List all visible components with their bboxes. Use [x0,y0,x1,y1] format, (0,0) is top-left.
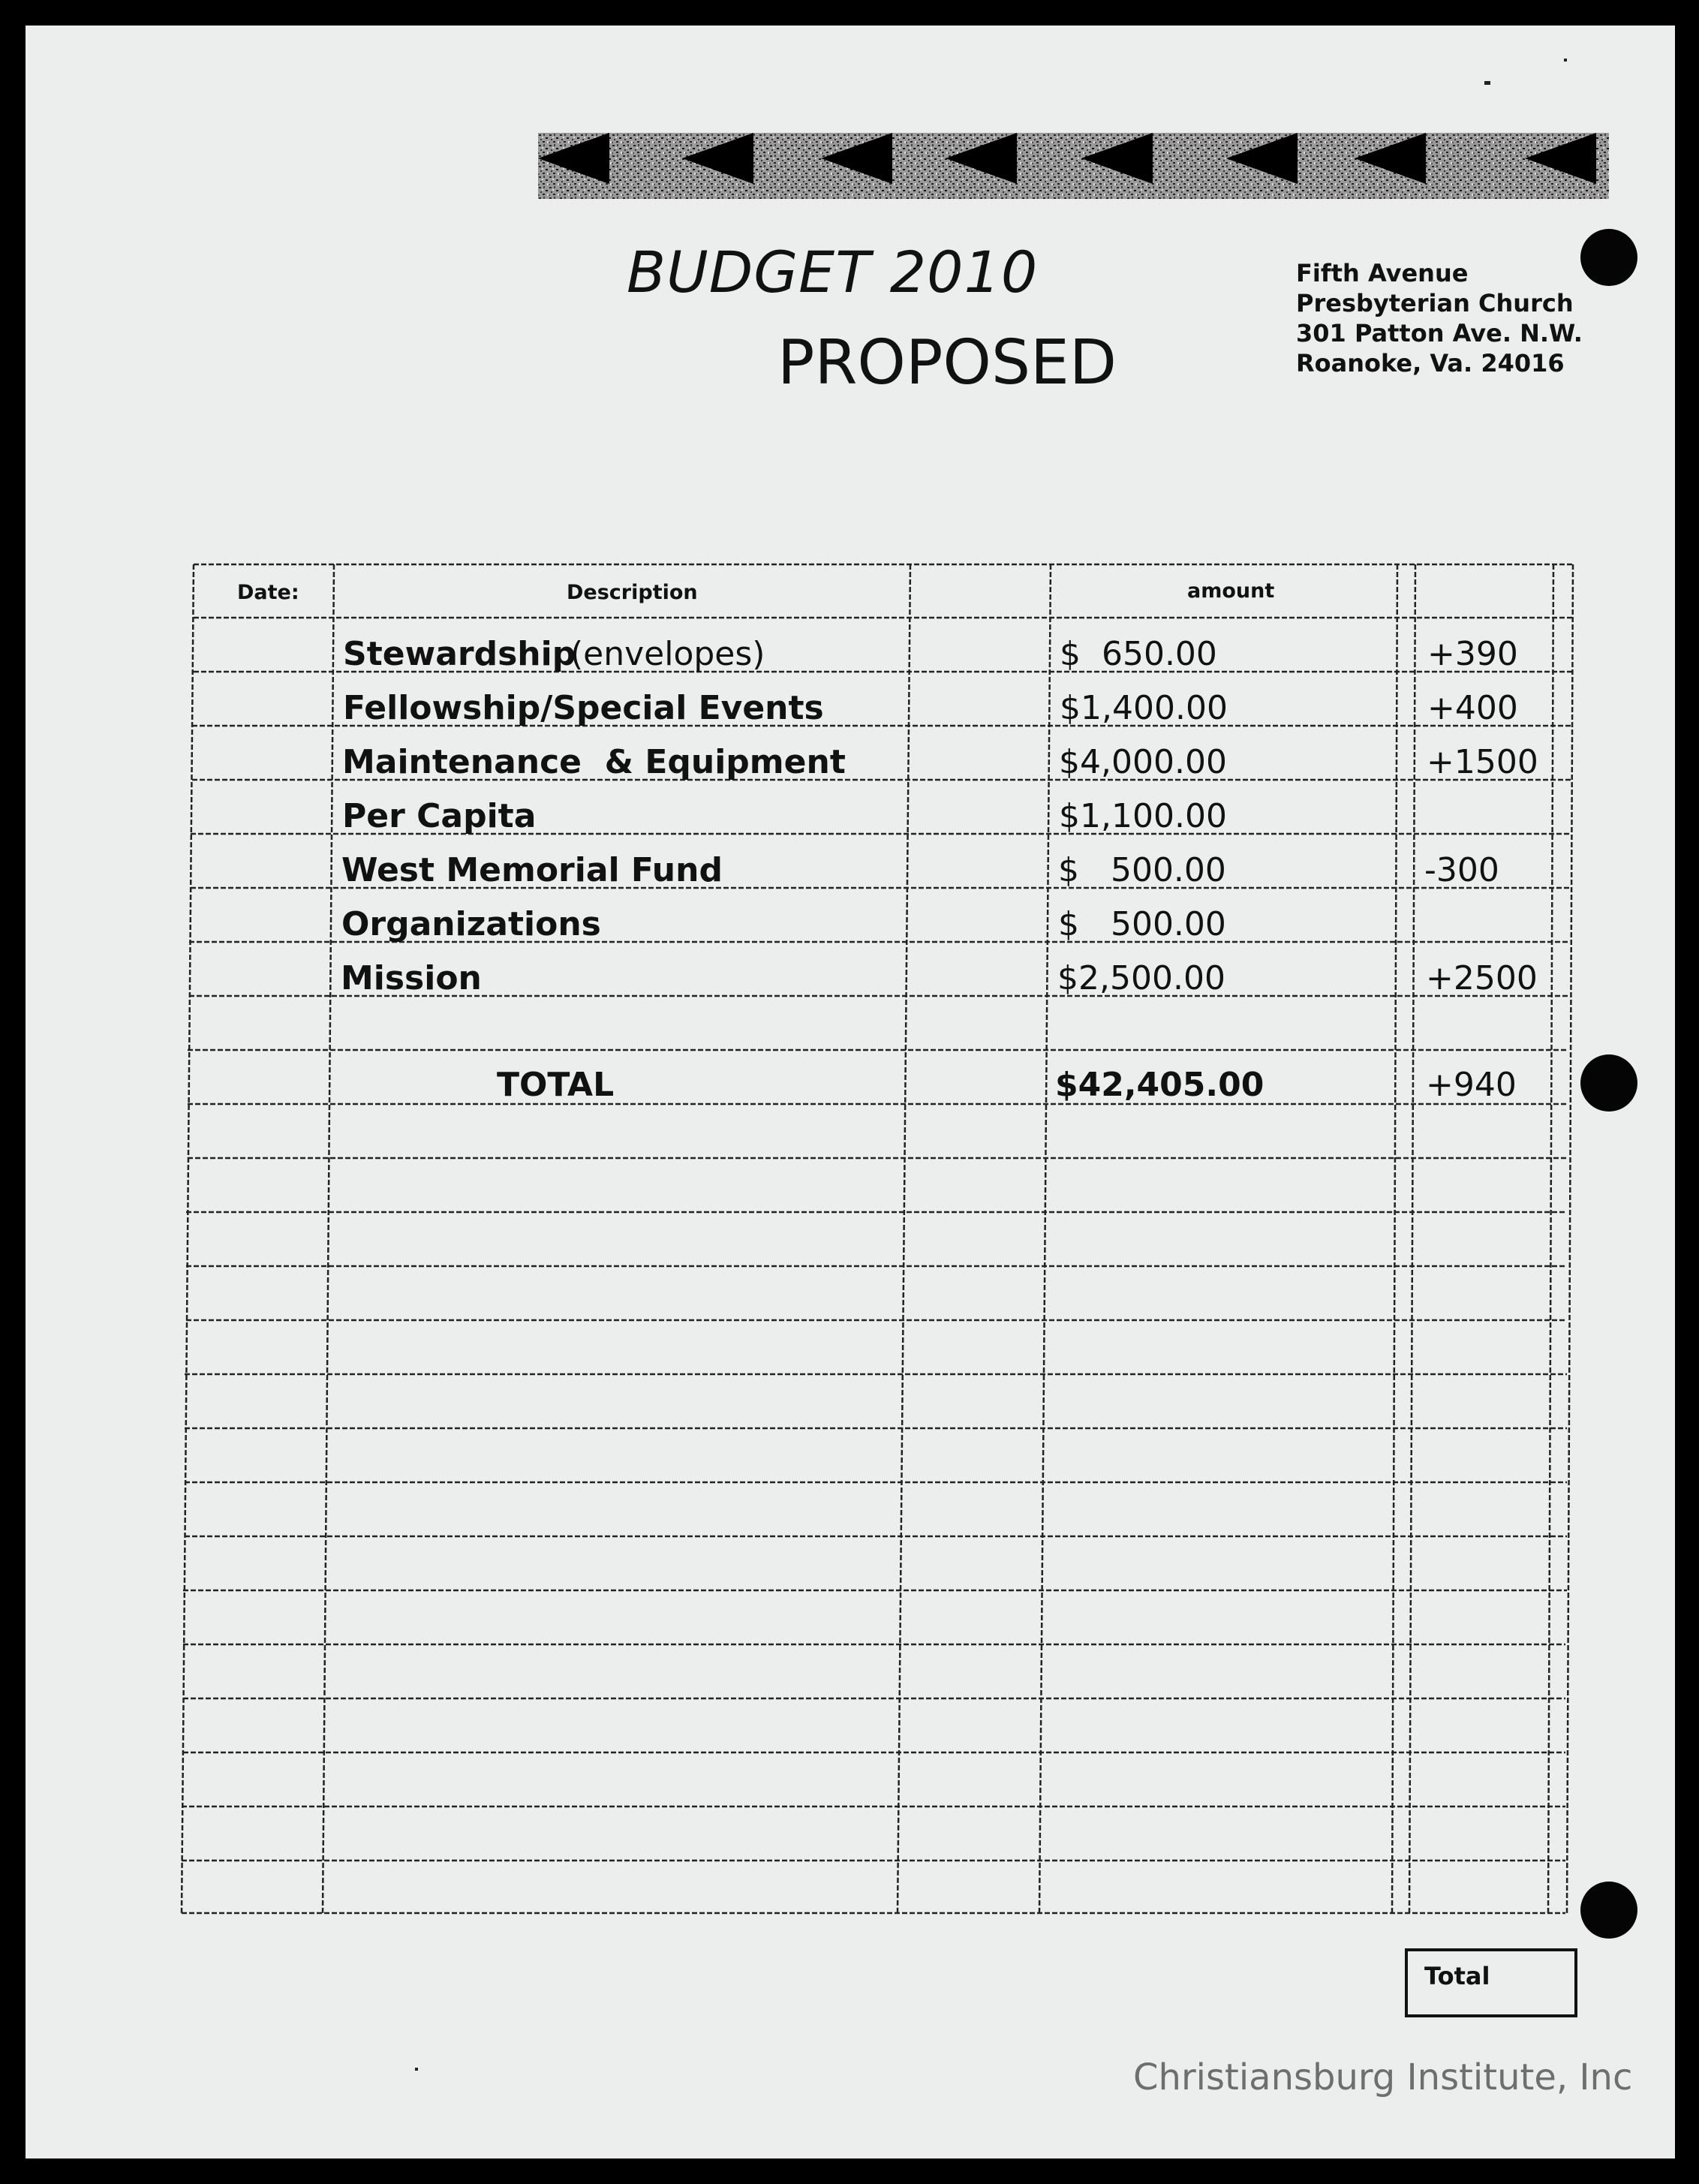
row-description: Mission [341,959,482,997]
address-line: Roanoke, Va. 24016 [1296,349,1565,378]
row-description: Per Capita [342,797,537,835]
ink-speck [415,2068,418,2071]
total-box [1405,1948,1577,2017]
row-change: -300 [1424,851,1499,889]
row-description: Organizations [341,905,601,943]
row-description: Maintenance & Equipment [342,743,846,781]
row-description: Fellowship/Special Events [343,689,824,727]
column-header-date: Date: [237,581,299,604]
total-change: +940 [1426,1066,1517,1104]
column-header-description: Description [567,581,698,604]
row-change: +400 [1427,689,1518,727]
address-line: 301 Patton Ave. N.W. [1296,319,1583,347]
row-amount: $ 500.00 [1058,851,1226,889]
row-note: (envelopes) [570,635,765,673]
page-subtitle: PROPOSED [777,327,1117,399]
row-amount: $ 500.00 [1058,905,1226,943]
row-description: Stewardship [343,635,576,673]
watermark: Christiansburg Institute, Inc [1133,2056,1633,2098]
ink-speck [1484,81,1490,85]
row-amount: $ 650.00 [1060,635,1217,673]
total-amount: $42,405.00 [1055,1066,1264,1104]
address-line: Fifth Avenue [1296,259,1469,287]
ink-speck [1564,59,1567,62]
row-change: +390 [1427,635,1518,673]
row-amount: $4,000.00 [1059,743,1227,781]
address-line: Presbyterian Church [1296,289,1574,317]
row-amount: $1,400.00 [1060,689,1228,727]
row-change: +2500 [1426,959,1538,997]
column-header-amount: amount [1187,579,1275,603]
row-description: West Memorial Fund [341,851,723,889]
total-box-label: Total [1424,1962,1490,1990]
row-change: +1500 [1427,743,1538,781]
total-label: TOTAL [497,1066,615,1104]
row-amount: $1,100.00 [1059,797,1227,835]
page-title: BUDGET 2010 [627,239,1039,305]
row-amount: $2,500.00 [1057,959,1225,997]
